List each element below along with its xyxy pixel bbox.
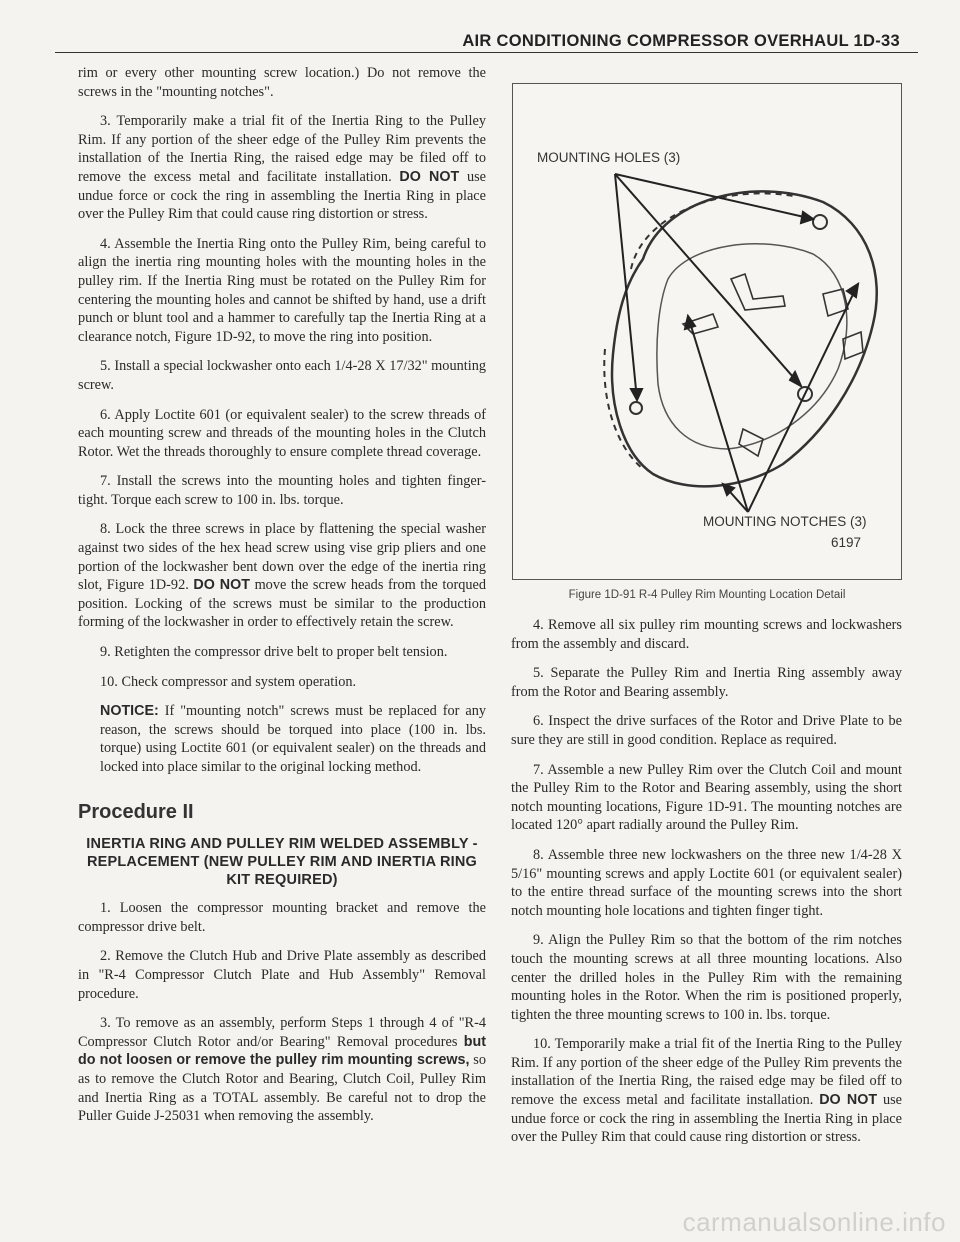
notice: [78, 702, 486, 776]
step-4: 4. Assemble the Inertia Ring onto the Pulley Rim, being careful to align the inertia ring mounting holes with the mounting holes in the pulley rim. If the Inertia Ring must be rotated on the Pulley Rim for centering the mounting holes and cannot be shifted by hand, use a drift punch or blunt tool and a hammer to carefully tap the Inertia Ring at a clearance notch, Figure 1D-92, to move the ring into position.: [78, 235, 486, 345]
bold-warning: but do not loosen or remove the pulley rim mounting screws,: [78, 1033, 486, 1069]
do-not-emphasis: DO NOT: [399, 168, 460, 185]
proc-step-8: 8. Assemble three new lockwashers on the three new 1/4-28 X 5/16" mounting screws and apply Loctite 601 (or equivalent sealer) to the entire thread surface of the mounting screws into the short notch mounting hole locations and tighten finger tight.: [511, 846, 902, 919]
header-rule: [55, 52, 918, 53]
step-9: 9. Retighten the compressor drive belt to proper belt tension.: [100, 644, 448, 661]
figure-1d-91: [512, 83, 902, 580]
procedure-heading: Procedure II: [78, 800, 194, 823]
step-8: [78, 520, 486, 632]
step-3: [78, 112, 486, 224]
label-mounting-holes: MOUNTING HOLES (3): [537, 150, 681, 165]
notice-text: If "mounting notch" screws must be replaced for any reason, the screws should be torqued into place (100 in. lbs. torque) using Loctite 601 (or equivalent sealer) on the threads and locked into place similar to the original locking method.: [100, 703, 486, 775]
step-3-text: 3. Temporarily make a trial fit of the Inertia Ring to the Pulley Rim. If any portion of the sheer edge of the Pulley Rim prevents the installation of the Inertia Ring, the raised edge may be filed off to remove the excess metal and facilitate installation.: [78, 113, 486, 185]
figure-caption: Figure 1D-91 R-4 Pulley Rim Mounting Location Detail: [568, 589, 846, 601]
step-10: 10. Check compressor and system operation.: [100, 673, 357, 690]
figure-number: 6197: [831, 535, 862, 550]
proc-step-2: 2. Remove the Clutch Hub and Drive Plate assembly as described in "R-4 Compressor Clutch Plate and Hub Assembly" Removal procedure.: [78, 948, 486, 1002]
proc-step-10-text-cont: use undue force or cock the ring in assembling the Inertia Ring in place over the Pulley Rim that could cause ring distortion or stress.: [511, 1092, 902, 1146]
do-not-emphasis: DO NOT: [193, 577, 250, 594]
do-not-emphasis: DO NOT: [819, 1092, 878, 1109]
watermark: carmanualsonline.info: [682, 1207, 946, 1237]
pulley-rim-illustration: [513, 84, 901, 579]
step-8-text: 8. Lock the three screws in place by flattening the special washer against two sides of the hex head screw using vise grip pliers and one portion of the lockwasher bent down over the edge of the inertia ring slot, Figure 1D-92.: [78, 521, 486, 594]
proc-step-3: [78, 1014, 486, 1126]
label-mounting-notches: MOUNTING NOTCHES (3): [703, 514, 867, 529]
proc-step-10-text: 10. Temporarily make a trial fit of the Inertia Ring to the Pulley Rim. If any portion of the sheer edge of the Pulley Rim prevents the installation of the Inertia Ring, the raised edge may be filed off to remove the excess metal and facilitate installation.: [511, 1036, 902, 1109]
step-8-text-cont: move the screw heads from the torqued position. Locking of the screws must be similar to the production forming of the lockwasher in order to effectively retain the screw.: [78, 577, 487, 631]
right-column: [511, 616, 902, 1158]
notice-label: NOTICE:: [100, 703, 159, 720]
step-6: 6. Apply Loctite 601 (or equivalent sealer) to the screw threads of each mounting screw and threads of the mounting holes in the Clutch Rotor. Wet the threads thoroughly to ensure complete thread coverage.: [78, 406, 486, 460]
step-5: 5. Install a special lockwasher onto each 1/4-28 X 17/32" mounting screw.: [78, 358, 486, 393]
step-3-text-cont: use undue force or cock the ring in assembling the Inertia Ring in place over the Pulley Rim that could cause ring distortion or stress.: [78, 168, 486, 223]
proc-step-4: 4. Remove all six pulley rim mounting screws and lockwashers from the assembly and discard.: [511, 617, 902, 652]
proc-step-5: 5. Separate the Pulley Rim and Inertia Ring assembly away from the Rotor and Bearing assembly.: [511, 665, 902, 700]
left-column: [78, 64, 486, 1137]
proc-step-6: 6. Inspect the drive surfaces of the Rotor and Drive Plate to be sure they are still in good condition. Replace as required.: [511, 713, 902, 748]
procedure-subheading: INERTIA RING AND PULLEY RIM WELDED ASSEMBLY - REPLACEMENT (NEW PULLEY RIM AND INERTIA RING KIT REQUIRED): [86, 836, 478, 889]
proc-step-3-text: 3. To remove as an assembly, perform Steps 1 through 4 of "R-4 Compressor Clutch Rotor and/or Bearing" Removal procedures: [78, 1015, 486, 1050]
step-7: 7. Install the screws into the mounting holes and tighten finger-tight. Torque each screw to 100 in. lbs. torque.: [78, 473, 486, 508]
paragraph-continuation: rim or every other mounting screw location.) Do not remove the screws in the "mounting notches".: [78, 65, 486, 100]
proc-step-10: [511, 1035, 902, 1147]
page-title: AIR CONDITIONING COMPRESSOR OVERHAUL 1D-33: [462, 32, 900, 50]
proc-step-7: 7. Assemble a new Pulley Rim over the Clutch Coil and mount the Pulley Rim to the Rotor and Bearing assembly, using the short notch mounting locations, Figure 1D-91. The mounting notches are located 120° apart radially around the Pulley Rim.: [511, 761, 902, 834]
proc-step-3-text-cont: so as to remove the Clutch Rotor and Bearing, Clutch Coil, Pulley Rim and Inertia Ring as a TOTAL assembly. Be careful not to drop the Puller Guide J-25031 when removing the assembly.: [78, 1052, 486, 1125]
proc-step-1: 1. Loosen the compressor mounting bracket and remove the compressor drive belt.: [78, 900, 486, 935]
proc-step-9: 9. Align the Pulley Rim so that the bottom of the rim notches touch the mounting screws at all three mounting locations. Also center the drilled holes in the Pulley Rim with the remaining mounting holes in the Rotor. When the rim is positioned properly, tighten the three mounting screws to 100 in. lbs. torque.: [511, 932, 902, 1023]
